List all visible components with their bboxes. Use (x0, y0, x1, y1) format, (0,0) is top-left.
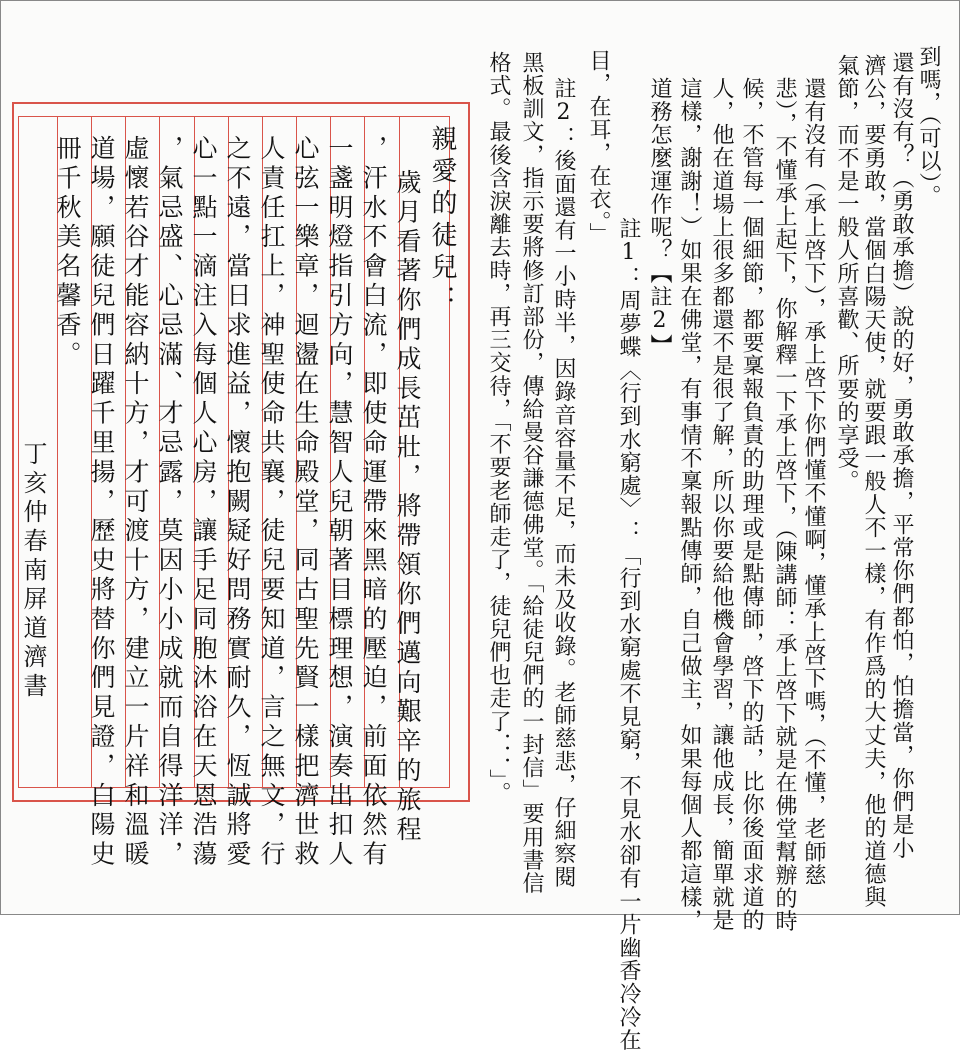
commentary-line: 到嗎，（可以）。 (916, 45, 941, 208)
footnote-1-continued: 目，在耳，在衣。」 (586, 49, 611, 246)
commentary-line: 還有沒有（承上啓下），承上啓下你們懂不懂啊，懂承上啓下嗎，（不懂，老師慈 (801, 77, 826, 887)
commentary-line: 悲），不懂承上起下，你解釋一下承上啓下，（陳講師：承上啓下就是在佛堂幫辦的時 (772, 77, 797, 933)
footnote-1: 註1：周夢蝶〈行到水窮處〉：「行到水窮處不見窮，不見水卻有一片幽香冷冷在 (616, 217, 641, 1052)
letter-line: 道場，願徒兒們日躍千里揚，歷史將替你們見證，白陽史 (87, 135, 116, 870)
footnote-2: 註2：後面還有一小時半，因錄音容量不足，而未及收錄。老師慈悲，仔細察閱 (551, 77, 576, 889)
letter-line: 虛懷若谷才能容納十方，才可渡十方，建立一片祥和溫暖 (121, 135, 150, 870)
letter-line: 心弦一樂章，迴盪在生命殿堂，同古聖先賢一樣把濟世救 (291, 135, 320, 870)
commentary-line: 還有沒有？（勇敢承擔）說的好，勇敢承擔，平常你們都怕，怕擔當，你們是小 (889, 51, 914, 860)
footnote-2-continued: 格式。最後含淚離去時，再三交待，「不要老師走了，徒兒們也走了．．．」。 (486, 51, 511, 805)
letter-line: ，汗水不會白流，即使命運帶來黑暗的壓迫，前面依然有 (359, 135, 388, 870)
letter-signature: 丁亥仲春南屏道濟書 (19, 441, 47, 702)
letter-line: 歲月看著你們成長茁壯，將帶領你們邁向艱辛的旅程 (393, 169, 422, 846)
letter-line: 之不遠，當日求進益，懷抱闕疑好問務實耐久，恆誠將愛 (223, 135, 252, 870)
letter-line: 心一點一滴注入每個人心房，讓手足同胞沐浴在天恩浩蕩 (189, 135, 218, 870)
letter-line: ，氣忌盛、心忌滿、才忌露，莫因小小成就而自得洋洋， (155, 135, 184, 870)
letter-line: 人責任扛上，神聖使命共襄，徒兒要知道，言之無文，行 (257, 135, 286, 870)
commentary-line: 氣節，而不是一般人所喜歡、所要的享受。 (834, 54, 859, 493)
letter-greeting: 親愛的徒兒： (427, 125, 457, 317)
commentary-line: 人，他在道場上很多都還不是很了解，所以你要給他機會學習，讓他成長，簡單就是 (709, 77, 734, 932)
commentary-line: 這樣，謝謝！）如果在佛堂，有事情不稟報點傳師，自己做主，如果每個人都這樣， (677, 77, 702, 932)
commentary-line: 道務怎麼運作呢？【註2】 (647, 77, 672, 358)
letter-line: 冊千秋美名馨香。 (53, 135, 82, 371)
commentary-line: 候，不管每一個細節，都要稟報負責的助理或是點傳師，啓下的話，比你後面求道的 (739, 77, 764, 932)
footnote-2-continued: 黑板訓文，指示要將修訂部份，傳給曼谷謙德佛堂。「給徒兒們的一封信」要用書信 (519, 51, 544, 895)
letter-line: 一盞明燈指引方向，慧智人兒朝著目標理想，演奏出扣人 (325, 135, 354, 870)
commentary-line: 濟公，要勇敢，當個白陽天使，就要跟一般人不一樣，有作爲的大丈夫，他的道德與 (861, 54, 886, 909)
